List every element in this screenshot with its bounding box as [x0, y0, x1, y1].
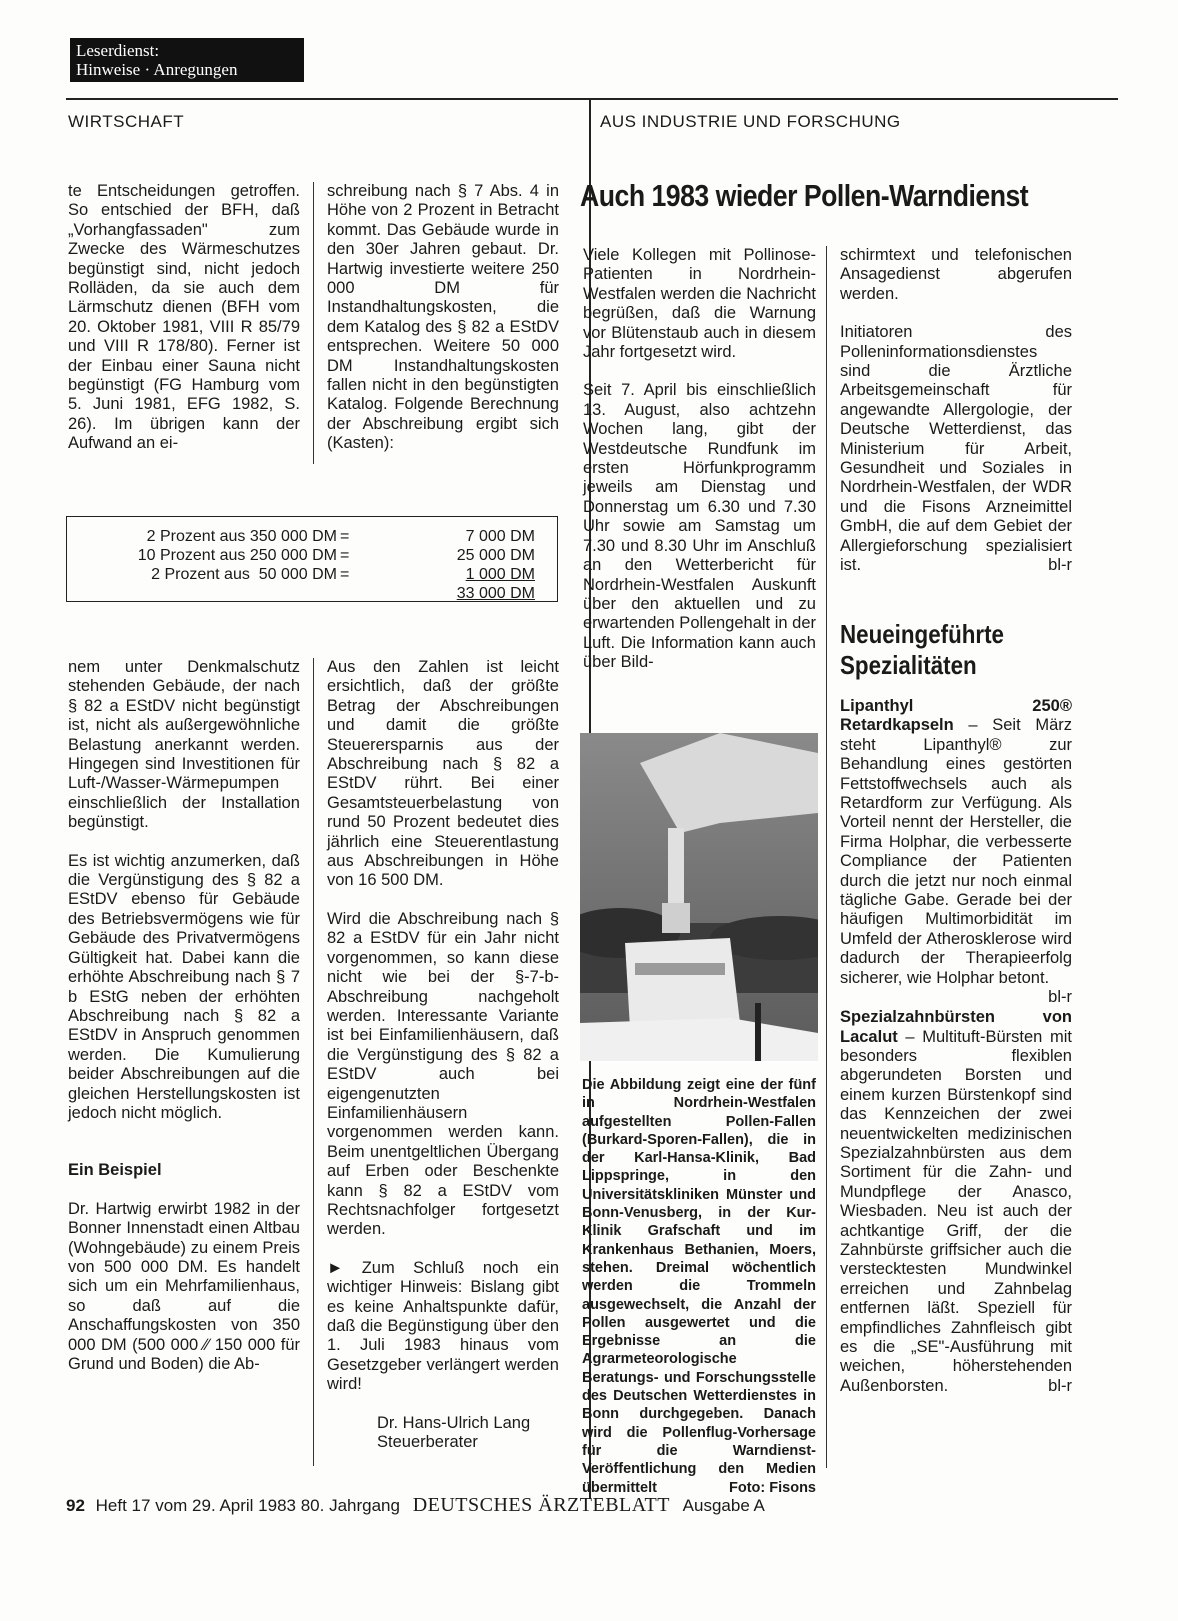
column-divider	[313, 658, 314, 1466]
reader-service-badge	[70, 38, 304, 82]
column-divider	[826, 246, 827, 1468]
pollen-trap-illustration	[580, 733, 818, 1061]
badge-line-2: Hinweise · Anregungen	[76, 60, 238, 79]
pollen-trap-photo	[580, 733, 818, 1061]
subhead-block	[840, 619, 1031, 681]
calc-value: 1 000 DM	[465, 566, 535, 583]
paragraph	[840, 323, 1072, 575]
paragraph-text: Initiatoren des Polleninformationsdienstes sind die Ärztliche Arbeitsgemeinschaft für angewandte Allergologie, der Deutsche Wetterdienst, das Ministerium für Arbeit, Gesundheit und Soziales in Nordrhein-Westfalen, der WDR und die Fisons Arzneimittel GmbH, die auf dem Gebiet der Allergieforschung spezialisiert ist.	[840, 323, 1072, 575]
page-footer	[66, 1494, 946, 1517]
article-col4	[840, 246, 1072, 576]
article-col3	[583, 246, 816, 673]
calc-equals: =	[340, 566, 350, 583]
badge-line-1: Leserdienst:	[76, 41, 160, 60]
subhead-line-2: Spezialitäten	[840, 650, 977, 680]
article-col1-bottom	[68, 658, 300, 1374]
product-item	[840, 697, 1072, 1007]
signature: bl-r	[1048, 556, 1072, 575]
paragraph: schirmtext und telefonischen Ansagedienst abgerufen werden.	[840, 246, 1072, 303]
issue-info: Heft 17 vom 29. April 1983 80. Jahrgang	[95, 1496, 400, 1515]
paragraph: Seit 7. April bis einschließlich 13. August, also achtzehn Wochen lang, gibt der Westdeutsche Rundfunk im ersten Hörfunkprogramm jeweils am Dienstag und Donnerstag um 6.30 und 7.30 Uhr sowie am Samstag um 7.30 und 8.30 Uhr im Anschluß an den Wetterbericht für Nordrhein-Westfalen Auskunft über den aktuellen und zu erwartenden Pollengehalt in der Luft. Die Information kann auch über Bild-	[583, 381, 816, 672]
signature: bl-r	[1048, 1376, 1072, 1395]
calc-row	[67, 565, 557, 584]
paragraph: Dr. Hartwig erwirbt 1982 in der Bonner Innenstadt einen Altbau (Wohngebäude) zu einem Preis von 500 000 DM. Es handelt sich um ein Mehrfamilienhaus, so daß auf die Anschaffungskosten von 350 000 DM (500 000 ∕∕ 150 000 für Grund und Boden) die Ab-	[68, 1199, 300, 1373]
photo-credit: Foto: Fisons	[729, 1479, 816, 1496]
calc-row	[67, 546, 557, 565]
section-title-right: AUS INDUSTRIE UND FORSCHUNG	[600, 112, 901, 131]
magazine-name: DEUTSCHES ÄRZTEBLATT	[412, 1494, 670, 1516]
paragraph: ► Zum Schluß noch ein wichtiger Hinweis: Bislang gibt es keine Anhaltspunkte dafür, daß die Begünstigung über den 1. Juli 1983 hinaus vom Gesetzgeber verlängert werden wird!	[327, 1258, 559, 1394]
calc-equals: =	[340, 528, 350, 545]
column-divider	[313, 182, 314, 464]
calc-total: 33 000 DM	[456, 585, 535, 602]
paragraph: Es ist wichtig anzumerken, daß die Vergünstigung des § 82 a EStDV ebenso für Gebäude des Betriebsvermögens wie für Gebäude des Privatvermögens Gültigkeit hat. Dabei kann die erhöhte Abschreibung nach § 7 b EStG neben der erhöhten Abschreibung nach § 82 a EStDV in Anspruch genommen werden. Die Kumulierung beider Abschreibungen auf die gleichen Herstellungskosten ist jedoch nicht möglich.	[68, 851, 300, 1122]
author-block	[327, 1414, 559, 1453]
article-col1-top	[68, 182, 300, 454]
calculation-box	[66, 516, 558, 602]
calc-total-row	[67, 584, 557, 603]
section-title-left: WIRTSCHAFT	[68, 112, 185, 131]
article-headline: Auch 1983 wieder Pollen-Warndienst	[580, 178, 1029, 213]
specialties-column	[840, 697, 1072, 1396]
paragraph: schreibung nach § 7 Abs. 4 in Höhe von 2 Prozent in Betracht kommt. Das Gebäude wurde in den 30er Jahren gebaut. Dr. Hartwig investierte weitere 250 000 DM für Instandhaltungskosten, die dem Katalog des § 82 a EStDV entsprechen. Weitere 50 000 DM Instandhaltungskosten fallen nicht in den begünstigten Katalog. Folgende Berechnung der Abschreibung ergibt sich (Kasten):	[327, 182, 559, 453]
signature: bl-r	[1048, 988, 1072, 1007]
product-text: – Multituft-Bürsten mit besonders flexiblen abgerundeten Borsten und einem kurzen Bürstenkopf sind das Kennzeichen der zwei neuentwickelten medizinischen Spezialzahnbürsten aus dem Sortiment für die Zahn- und Mundpflege der Anasco, Wiesbaden. Neu ist auch der achtkantige Griff, der die Zahnbürste griffsicher auch die verstecktesten Mundwinkel erreichen und Zahnbelag entfernen läßt. Speziell für empfindliches Zahnfleisch gibt es die „SE"-Ausführung mit weichen, höherstehenden Außenborsten.	[840, 1027, 1072, 1395]
paragraph: Wird die Abschreibung nach § 82 a EStDV für ein Jahr nicht vorgenommen, so kann diese nicht wie bei der §-7-b-Abschreibung nachgeholt werden. Interessante Variante ist bei Einfamilienhäusern, daß die Vergünstigung des § 82 a EStDV auch bei eigengenutzten Einfamilienhäusern vorgenommen werden kann. Beim unentgeltlichen Übergang auf Erben oder Beschenkte kann § 82 a EStDV vom Rechtsnachfolger fortgesetzt werden.	[327, 909, 559, 1239]
author-name: Dr. Hans-Ulrich Lang	[377, 1413, 531, 1432]
article-col2-bottom	[327, 658, 559, 1452]
product-title: Spezialzahnbürsten von Lacalut	[840, 1008, 1072, 1046]
product-title: Lipanthyl 250® Retardkapseln	[840, 697, 1072, 735]
calc-value: 25 000 DM	[456, 547, 535, 564]
photo-caption	[582, 1076, 816, 1497]
page-number: 92	[66, 1496, 85, 1515]
product-item	[840, 1008, 1072, 1396]
calc-value: 7 000 DM	[465, 528, 535, 545]
top-rule	[66, 98, 1118, 100]
paragraph: Viele Kollegen mit Pollinose-Patienten in Nordrhein-Westfalen werden die Nachricht begrüßen, daß die Warnung vor Blütenstaub auch in diesem Jahr fortgesetzt wird.	[583, 246, 816, 362]
calc-label: 10 Prozent aus 250 000 DM	[137, 547, 337, 564]
edition: Ausgabe A	[682, 1496, 765, 1515]
calc-row	[67, 527, 557, 546]
calc-label: 2 Prozent aus 50 000 DM	[151, 566, 337, 583]
product-text: – Seit März steht Lipanthyl® zur Behandlung eines gestörten Fettstoffwechsels auch als Retardform zur Verfügung. Als Vorteil nennt der Hersteller, die Firma Holphar, die verbesserte Compliance der Patienten durch die jetzt nur noch einmal tägliche Gabe. Gerade bei der häufigen Multimorbidität im Umfeld der Atherosklerose wird dadurch der Therapieerfolg sicherer, wie Holphar betont.	[840, 716, 1072, 987]
caption-text: Die Abbildung zeigt eine der fünf in Nordrhein-Westfalen aufgestellten Pollen-Fallen (Burkard-Sporen-Fallen), die in der Karl-Hansa-Klinik, Bad Lippspringe, in den Universitätskliniken Münster und Bonn-Venusberg, in der Kur-Klinik Grafschaft und im Krankenhaus Bethanien, Moers, stehen. Dreimal wöchentlich werden die Trommeln ausgewechselt, die Anzahl der Pollen ausgewertet und die Ergebnisse an die Agrarmeteorologische Beratungs- und Forschungsstelle des Deutschen Wetterdienstes in Bonn durchgegeben. Danach wird die Pollenflug-Vorhersage für die Warndienst-Veröffentlichung den Medien übermittelt	[582, 1077, 816, 1496]
paragraph: nem unter Denkmalschutz stehenden Gebäude, der nach § 82 a EStDV nicht begünstigt ist, nicht als außergewöhnliche Belastung anerkannt werden. Hingegen sind Investitionen für Luft-/Wasser-Wärmepumpen einschließlich der Installation begünstigt.	[68, 658, 300, 832]
subhead-line-1: Neueingeführte	[840, 619, 1004, 649]
calc-label: 2 Prozent aus 350 000 DM	[146, 528, 337, 545]
article-col2-top	[327, 182, 559, 454]
subheading-example: Ein Beispiel	[68, 1161, 162, 1180]
author-title: Steuerberater	[377, 1433, 478, 1452]
calc-equals: =	[340, 547, 350, 564]
paragraph: Aus den Zahlen ist leicht ersichtlich, daß der größte Betrag der Abschreibungen und damit die größte Steuerersparnis aus der Abschreibung nach § 82 a EStDV rührt. Bei einer Gesamtsteuerbelastung von rund 50 Prozent bedeutet dies jährlich eine Steuerentlastung aus Abschreibungen in Höhe von 16 500 DM.	[327, 658, 559, 890]
paragraph: te Entscheidungen getroffen. So entschied der BFH, daß „Vorhangfassaden" zum Zwecke des Wärmeschutzes begünstigt sind, nicht jedoch Rolläden, da sie auch dem Lärmschutz dienen (BFH vom 20. Oktober 1981, VIII R 85/79 und VIII R 178/80). Ferner ist der Einbau einer Sauna nicht begünstigt (FG Hamburg vom 5. Juni 1981, EFG 1982, S. 26). Im übrigen kann der Aufwand an ei-	[68, 182, 300, 453]
